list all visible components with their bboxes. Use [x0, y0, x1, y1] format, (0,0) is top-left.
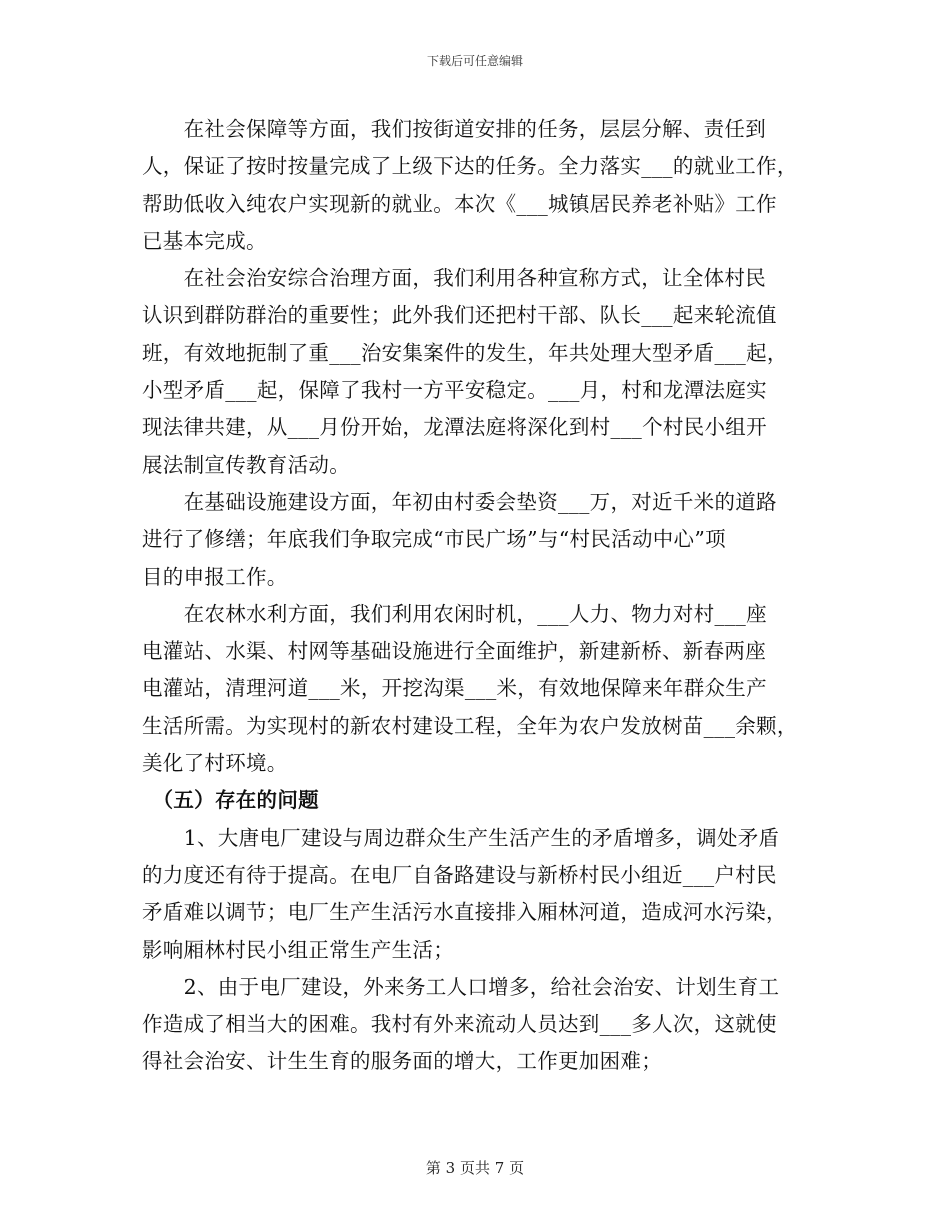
text-line: 认识到群防群治的重要性；此外我们还把村干部、队长___起来轮流值 [142, 303, 777, 328]
text-line: 作造成了相当大的困难。我村有外来流动人员达到___多人次，这就使 [142, 1012, 777, 1037]
text-line: 电灌站、水渠、村网等基础设施进行全面维护，新建新桥、新春两座 [142, 639, 766, 664]
text-line: 在农林水利方面，我们利用农闲时机，___人力、物力对村___座 [142, 601, 767, 626]
text-line: 现法律共建，从___月份开始，龙潭法庭将深化到村___个村民小组开 [142, 415, 767, 440]
text-line: 生活所需。为实现村的新农村建设工程，全年为农户发放树苗___余颗， [142, 713, 798, 738]
text-line: 的力度还有待于提高。在电厂自备路建设与新桥村民小组近___户村民 [142, 862, 777, 887]
text-line: 目的申报工作。 [142, 564, 288, 589]
text-line: 电灌站，清理河道___米，开挖沟渠___米，有效地保障来年群众生产 [142, 676, 767, 701]
text-line: 1、大唐电厂建设与周边群众生产生活产生的矛盾增多，调处矛盾 [142, 825, 780, 850]
text-line: 小型矛盾___起，保障了我村一方平安稳定。___月，村和龙潭法庭实 [142, 378, 767, 403]
text-line: 2、由于电厂建设，外来务工人口增多，给社会治安、计划生育工 [142, 974, 780, 999]
text-line: 在基础设施建设方面，年初由村委会垫资___万，对近千米的道路 [142, 489, 777, 514]
text-line: 进行了修缮；年底我们争取完成“市民广场”与“村民活动中心”项 [142, 527, 726, 552]
section-heading: （五）存在的问题 [142, 788, 319, 813]
text-line: 已基本完成。 [142, 228, 267, 253]
text-line: 人，保证了按时按量完成了上级下达的任务。全力落实___的就业工作， [142, 154, 798, 179]
page-header: 下载后可任意编辑 [426, 54, 523, 68]
text-line: 在社会治安综合治理方面，我们利用各种宣称方式，让全体村民 [142, 266, 766, 291]
text-line: 班，有效地扼制了重___治安集案件的发生，年共处理大型矛盾___起， [142, 340, 788, 365]
text-line: 帮助低收入纯农户实现新的就业。本次《___城镇居民养老补贴》工作 [142, 191, 777, 216]
text-line: 展法制宣传教育活动。 [142, 452, 350, 477]
document-body [142, 111, 812, 1081]
text-line: 在社会保障等方面，我们按街道安排的任务，层层分解、责任到 [142, 117, 766, 141]
text-line: 美化了村环境。 [142, 751, 288, 776]
page-number: 第 3 页共 7 页 [425, 1159, 525, 1177]
text-line: 影响厢林村民小组正常生产生活； [142, 937, 454, 962]
text-line: 矛盾难以调节；电厂生产生活污水直接排入厢林河道，造成河水污染， [142, 900, 787, 925]
text-line: 得社会治安、计生生育的服务面的增大，工作更加困难； [142, 1049, 662, 1074]
